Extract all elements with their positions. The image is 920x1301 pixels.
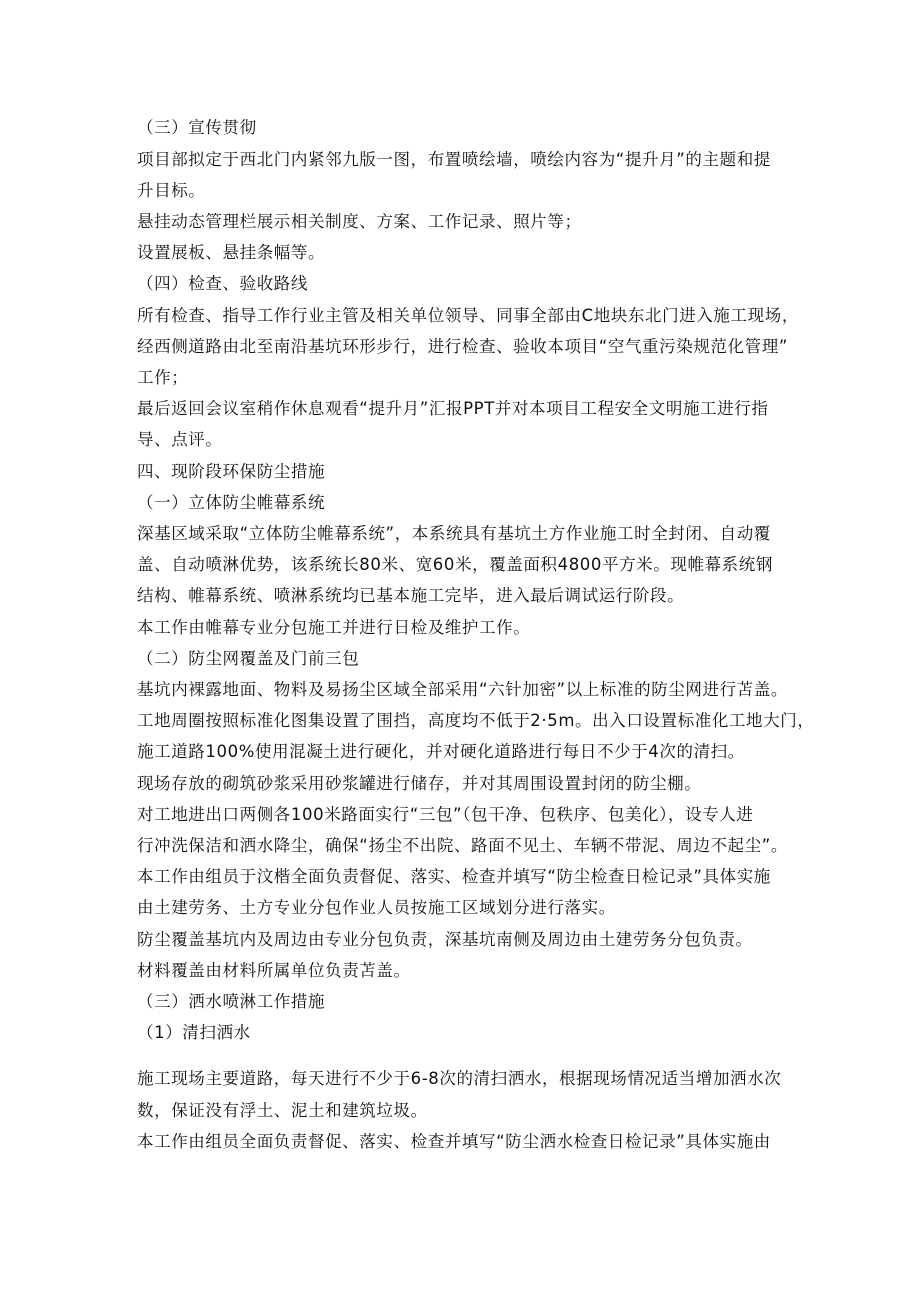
paragraph-line: 由土建劳务、土方专业分包作业人员按施工区域划分进行落实。 <box>137 898 616 917</box>
paragraph-line: 本工作由组员全面负责督促、落实、检查并填写“防尘洒水检查日检记录”具体实施由 <box>137 1132 771 1151</box>
section-heading: （二）防尘网覆盖及门前三包 <box>137 649 360 668</box>
chapter-heading: 四、现阶段环保防尘措施 <box>137 462 326 481</box>
paragraph-line: 施工道路100%使用混凝土进行硬化，并对硬化道路进行每日不少于4次的清扫。 <box>137 742 745 761</box>
paragraph-line: 工作； <box>137 368 189 387</box>
section-heading: （三）宣传贯彻 <box>137 118 257 137</box>
paragraph-line: 导、点评。 <box>137 430 223 449</box>
paragraph-line: 现场存放的砌筑砂浆采用砂浆罐进行储存，并对其周围设置封闭的防尘棚。 <box>137 774 702 793</box>
paragraph-line: 升目标。 <box>137 181 206 200</box>
paragraph-line: 最后返回会议室稍作休息观看“提升月”汇报PPT并对本项目工程安全文明施工进行指 <box>137 399 769 418</box>
paragraph-line: 行冲洗保洁和洒水降尘，确保“扬尘不出院、路面不见土、车辆不带泥、周边不起尘”。 <box>137 836 788 855</box>
section-heading: （三）洒水喷淋工作措施 <box>137 992 326 1011</box>
paragraph-line: 结构、帷幕系统、喷淋系统均已基本施工完毕，进入最后调试运行阶段。 <box>137 586 685 605</box>
paragraph-line: 本工作由组员于汶楷全面负责督促、落实、检查并填写“防尘检查日检记录”具体实施 <box>137 867 771 886</box>
paragraph-line: 深基区域采取“立体防尘帷幕系统”，本系统具有基坑土方作业施工时全封闭、自动覆 <box>137 524 771 543</box>
paragraph-line: 本工作由帷幕专业分包施工并进行日检及维护工作。 <box>137 618 531 637</box>
paragraph-line: 设置展板、悬挂条幅等。 <box>137 243 326 262</box>
paragraph-line: 施工现场主要道路，每天进行不少于6-8次的清扫洒水，根据现场情况适当增加洒水次 <box>137 1069 782 1088</box>
paragraph-line: 对工地进出口两侧各100米路面实行“三包”（包干净、包秩序、包美化），设专人进 <box>137 805 754 824</box>
paragraph-line: 防尘覆盖基坑内及周边由专业分包负责，深基坑南侧及周边由土建劳务分包负责。 <box>137 930 753 949</box>
paragraph-line: 经西侧道路由北至南沿基坑环形步行，进行检查、验收本项目“空气重污染规范化管理” <box>137 337 788 356</box>
paragraph-line: 材料覆盖由材料所属单位负责苫盖。 <box>137 961 411 980</box>
section-heading: （四）检查、验收路线 <box>137 274 308 293</box>
paragraph-line: 数，保证没有浮土、泥土和建筑垃圾。 <box>137 1101 428 1120</box>
paragraph-line: 盖、自动喷淋优势，该系统长80米、宽60米，覆盖面积4800平方米。现帷幕系统钢 <box>137 555 773 574</box>
paragraph-line: 项目部拟定于西北门内紧邻九版一图，布置喷绘墙，喷绘内容为“提升月”的主题和提 <box>137 150 771 169</box>
paragraph-line: 工地周圈按照标准化图集设置了围挡，高度均不低于2·5m。出入口设置标准化工地大门， <box>137 711 815 730</box>
paragraph-line: 基坑内裸露地面、物料及易扬尘区域全部采用“六针加密”以上标准的防尘网进行苫盖。 <box>137 680 788 699</box>
paragraph-line: 悬挂动态管理栏展示相关制度、方案、工作记录、照片等； <box>137 212 582 231</box>
paragraph-line: 所有检查、指导工作行业主管及相关单位领导、同事全部由C地块东北门进入施工现场， <box>137 306 799 325</box>
section-heading: （一）立体防尘帷幕系统 <box>137 493 326 512</box>
subsection-heading: （1）清扫洒水 <box>137 1023 251 1042</box>
